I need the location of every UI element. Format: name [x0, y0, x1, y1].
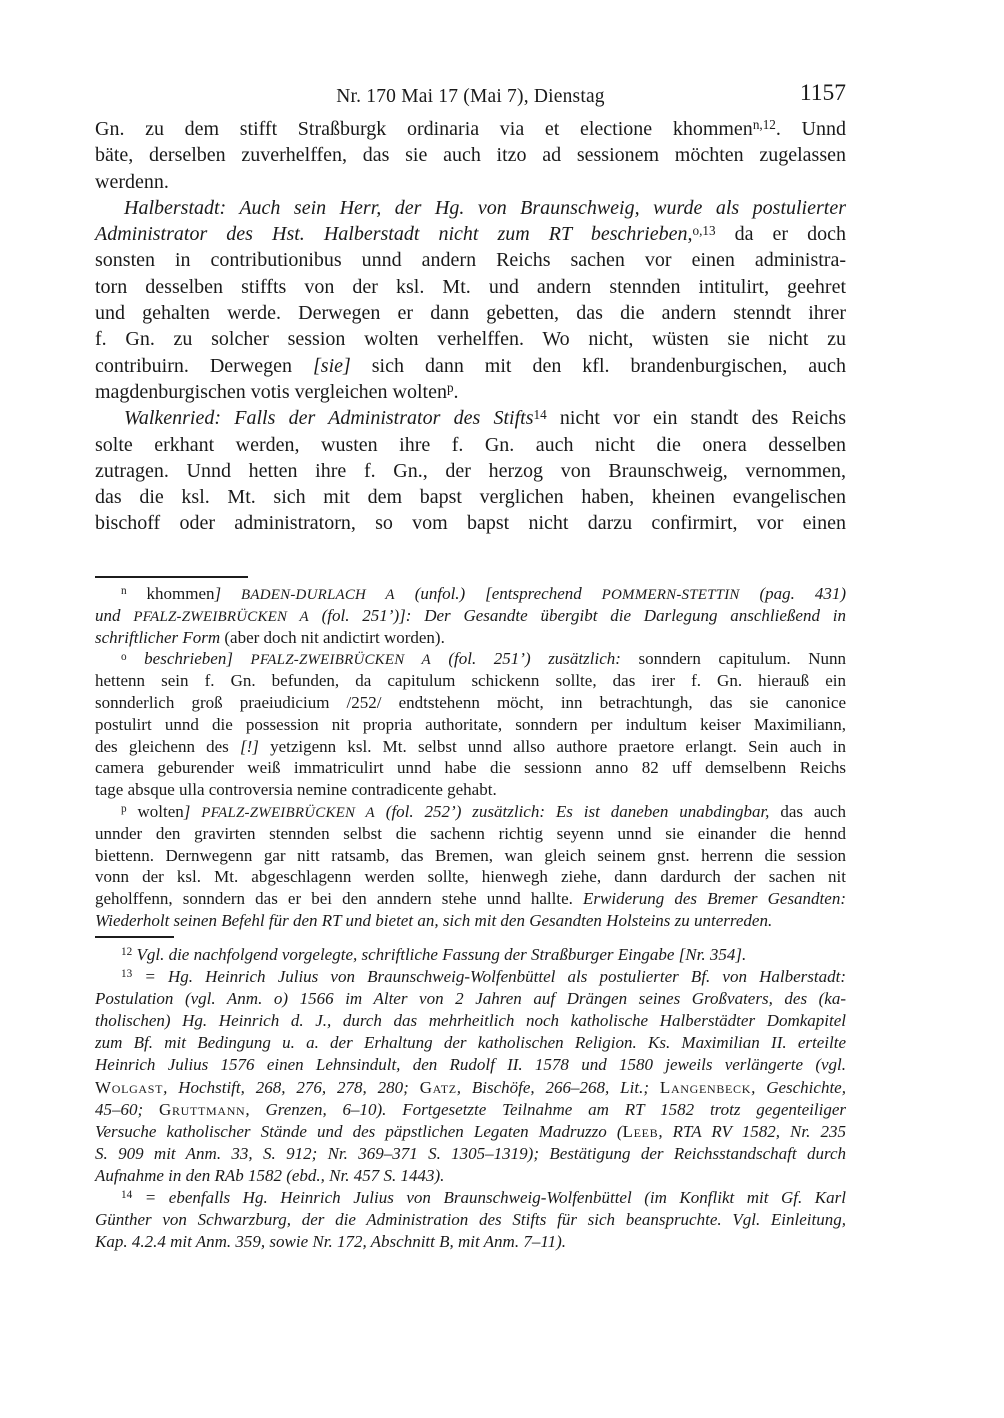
text-segment: und gehalten werde. Derwegen er dann gebetten, das die andern stenndt ihrer: [95, 302, 846, 325]
text-segment: geholffenn, sonndern das er bei den anndern stehe unnd hallte.: [95, 889, 584, 909]
text-segment: = Hg. Heinrich Julius von Braunschweig-Wolfenbüttel als postulierter Bf. von Halberstadt:: [132, 967, 846, 987]
text-segment: 45–60;: [95, 1099, 159, 1119]
numbered-footnotes: [95, 944, 846, 1253]
line-content: [95, 1121, 846, 1143]
text-segment: . Unnd: [775, 118, 846, 140]
footnote-marker: n,12: [752, 117, 776, 133]
text-line: [95, 736, 846, 758]
text-segment: , Bischöfe, 266–268, Lit.;: [456, 1077, 660, 1097]
text-line: [95, 988, 846, 1010]
line-content: [95, 757, 846, 779]
text-segment: zum Bf. mit Bedingung u. a. der Erhaltung der katholischen Religion. Ks. Maximilian II. erteilte: [95, 1033, 846, 1053]
text-segment: nicht vor ein standt des Reichs: [546, 407, 846, 430]
text-segment: und: [95, 605, 134, 625]
line-content: [95, 888, 846, 910]
text-segment: Gatz: [419, 1077, 457, 1097]
paragraph: [95, 944, 846, 966]
line-content: [121, 966, 846, 990]
line-content: [95, 169, 169, 195]
text-segment: contribuirn. Derwegen: [95, 354, 313, 377]
text-segment: beschrieben]: [126, 649, 251, 669]
text-segment: solte erkhant werden, wusten ihre f. Gn. auch nicht die onera desselben: [95, 433, 846, 456]
text-segment: PFALZ-ZWEIBRÜCKEN A: [250, 652, 431, 669]
text-segment: Gn. zu dem stifft Straßburgk ordinaria via et electione khommen: [95, 118, 753, 140]
footnote-marker: 14: [121, 1189, 133, 1202]
text-line: [95, 379, 846, 405]
footnote-marker: o: [121, 650, 127, 663]
text-segment: bischoff oder administratorn, so vom bapst nicht darzu confirmirt, vor einen: [95, 512, 846, 535]
text-line: [95, 432, 846, 458]
text-line: [95, 1099, 846, 1121]
text-segment: Halberstadt: Auch sein Herr, der Hg. von Braunschweig, wurde als postulierter: [124, 196, 846, 219]
page-header: [95, 80, 846, 116]
line-content: [95, 736, 846, 758]
line-content: [95, 379, 459, 407]
line-content: [95, 142, 846, 168]
text-segment: , RTA RV 1582, Nr. 235: [658, 1121, 846, 1141]
footnote-marker: n: [121, 585, 127, 598]
text-line: [95, 1231, 846, 1253]
text-line: [95, 714, 846, 736]
footnote-marker: o,13: [692, 222, 716, 238]
text-segment: .: [453, 380, 459, 403]
line-content: [95, 1077, 846, 1099]
text-segment: [!]: [240, 736, 259, 756]
text-segment: (pag. 431): [739, 584, 846, 603]
text-segment: PFALZ-ZWEIBRÜCKEN A: [201, 804, 375, 821]
text-segment: (aber doch nit andictirt worden).: [224, 627, 445, 647]
line-content: [95, 247, 846, 273]
footnote-marker: p: [446, 380, 454, 396]
text-segment: sonnderlich groß praeiudicium /252/ endtstehenn möcht, inn betrachtungh, das sie canonice: [95, 692, 846, 712]
text-segment: Walkenried: Falls der Administrator des Stifts: [124, 407, 534, 430]
text-segment: BADEN-DURLACH A: [241, 587, 395, 603]
text-segment: yetzigenn ksl. Mt. selbst unnd allso authore praetore erlangt. Sein auch in: [258, 736, 847, 756]
line-content: [124, 195, 846, 221]
line-content: [95, 353, 846, 379]
text-segment: biettenn. Dernwegenn gar nitt ratsamb, das Bremen, wan gleich seinem gnst. herrenn die session: [95, 845, 846, 865]
line-content: [95, 1209, 846, 1231]
line-content: [95, 484, 846, 510]
text-line: [95, 670, 846, 692]
text-line: [95, 779, 846, 801]
line-content: [95, 326, 846, 352]
text-line: [95, 1165, 846, 1187]
line-content: [95, 988, 846, 1010]
text-line: [95, 458, 846, 484]
text-line: [95, 1209, 846, 1231]
text-segment: postulirt unnd die possession nit propria authoritate, sonndern per indultum keiser Maximiliann,: [95, 714, 846, 734]
text-line: [95, 757, 846, 779]
text-segment: Vgl. die nachfolgend vorgelegte, schriftliche Fassung der Straßburger Eingabe [Nr. 354].: [132, 945, 747, 964]
footnote-marker: p: [121, 803, 127, 816]
text-segment: wolten: [126, 801, 184, 821]
text-segment: sonsten in contributionibus unnd andern Reichs sachen vor einen administra-: [95, 249, 846, 272]
text-segment: des gleichenn des: [95, 736, 240, 756]
text-line: [95, 169, 846, 195]
text-segment: bäte, derselben zuverhelffen, das sie auch itzo ad sessionem möchten zugelassen: [95, 144, 846, 167]
line-content: [121, 944, 746, 968]
text-segment: (fol. 251’)]: Der Gesandte übergibt die Darlegung anschließend in: [308, 605, 846, 625]
text-segment: camera geburender weiß immatriculirt unnd habe die sessionn anno 82 uff demselbenn Reichs: [95, 758, 846, 778]
text-segment: zutragen. Unnd hetten ihre f. Gn., der herzog von Braunschweig, vernommen,: [95, 459, 846, 482]
text-segment: (fol. 252’) zusätzlich: Es ist daneben unabdingbar,: [374, 801, 770, 821]
apparatus-separator-rule: [95, 576, 248, 578]
text-segment: , Hochstift, 268, 276, 278, 280;: [163, 1077, 420, 1097]
line-content: [95, 510, 846, 536]
text-segment: Günther von Schwarzburg, der die Administration des Stifts für sich beanspruchte. Vgl. Einleitung,: [95, 1210, 846, 1230]
text-segment: magdenburgischen votis vergleichen wolten: [95, 380, 447, 403]
text-segment: Administrator des Hst. Halberstadt nicht zum RT beschrieben,: [95, 223, 693, 246]
text-line: [95, 300, 846, 326]
text-line: [95, 142, 846, 168]
text-segment: Gruttmann: [159, 1099, 246, 1119]
text-line: [95, 627, 846, 649]
line-content: [95, 1165, 444, 1187]
text-line: [95, 944, 846, 966]
paragraph: [95, 195, 846, 405]
text-segment: tage absque ulla controversia nemine contradicente gehabt.: [95, 780, 497, 800]
text-line: [95, 510, 846, 536]
page-number: 1157: [799, 80, 846, 106]
text-segment: Versuche katholischer Stände und des päpstlichen Legaten Madruzzo (: [95, 1121, 623, 1141]
footnote-marker: 13: [121, 968, 133, 981]
text-segment: sonndern capitulum. Nunn: [620, 649, 846, 669]
line-content: [95, 1143, 846, 1165]
paragraph: [95, 966, 846, 1187]
line-content: [95, 845, 846, 867]
text-segment: werdenn.: [95, 170, 169, 193]
main-text: [95, 116, 846, 537]
text-segment: sich dann mit den kfl. brandenburgischen, auch: [350, 354, 847, 377]
paragraph: [95, 405, 846, 536]
line-content: [95, 458, 846, 484]
footnote-marker: 12: [121, 946, 133, 959]
text-line: [95, 1054, 846, 1076]
line-content: [95, 692, 846, 714]
text-line: [95, 116, 846, 142]
text-segment: das auch: [769, 801, 846, 821]
text-line: [95, 405, 846, 431]
text-segment: unnder den gravirten stennden selbst die sachenn richtig seyenn unnd sie einander die hennd: [95, 823, 846, 843]
text-segment: S. 909 mit Anm. 33, S. 912; Nr. 369–371 S. 1305–1319); Bestätigung der Reichsstandschaft durch: [95, 1143, 846, 1163]
line-content: [95, 866, 846, 888]
text-segment: torn desselben stiffts von der ksl. Mt. und andern stennden intitulirt, geehret: [95, 275, 846, 298]
text-segment: ]: [214, 584, 242, 603]
text-line: [95, 484, 846, 510]
paragraph: [95, 1187, 846, 1253]
text-segment: khommen: [126, 584, 215, 603]
text-segment: POMMERN-STETTIN: [601, 587, 740, 603]
line-content: [95, 1032, 846, 1054]
text-segment: vonn der ksl. Mt. abgeschlagenn werden sollte, hienwegh ziehe, dann dardurch der sachen nit: [95, 867, 846, 887]
text-line: [95, 247, 846, 273]
line-content: [95, 714, 846, 736]
line-content: [124, 405, 846, 433]
text-line: [95, 966, 846, 988]
paragraph: [95, 801, 846, 932]
text-segment: Kap. 4.2.4 mit Anm. 359, sowie Nr. 172, Abschnitt B, mit Anm. 7–11).: [95, 1232, 566, 1252]
text-segment: Langenbeck: [659, 1077, 752, 1097]
text-segment: da er doch: [715, 223, 847, 246]
text-segment: tholischen) Hg. Heinrich d. J., durch das mehrheitlich noch katholische Halberstädter Domkapitel: [95, 1011, 846, 1031]
text-line: [95, 195, 846, 221]
text-line: [95, 888, 846, 910]
text-line: [95, 221, 846, 247]
text-line: [95, 274, 846, 300]
line-content: [95, 605, 846, 629]
text-segment: Aufnahme in den RAb 1582 (ebd., Nr. 457 S. 1443).: [95, 1165, 445, 1185]
text-segment: Leeb: [622, 1121, 659, 1141]
text-line: [95, 692, 846, 714]
line-content: [95, 910, 772, 932]
text-line: [95, 605, 846, 627]
text-segment: , Geschichte,: [751, 1077, 846, 1097]
text-segment: PFALZ-ZWEIBRÜCKEN A: [133, 608, 309, 625]
text-line: [95, 910, 846, 932]
line-content: [95, 1054, 846, 1076]
text-line: [95, 1010, 846, 1032]
text-segment: [sie]: [313, 354, 351, 377]
text-line: [95, 648, 846, 670]
text-segment: ]: [183, 801, 202, 821]
text-segment: = ebenfalls Hg. Heinrich Julius von Braunschweig-Wolfenbüttel (im Konflikt mit Gf. Karl: [132, 1188, 846, 1208]
text-segment: das die ksl. Mt. sich mit dem bapst verglichen haben, kheinen evangelischen: [95, 486, 846, 509]
paragraph: [95, 648, 846, 801]
text-segment: Erwiderung des Bremer Gesandten:: [583, 889, 846, 909]
line-content: [95, 627, 445, 649]
text-segment: Wiederholt seinen Befehl für den RT und bietet an, sich mit den Gesandten Holsteins zu unterreden.: [95, 910, 773, 930]
line-content: [95, 823, 846, 845]
text-segment: Heinrich Julius 1576 einen Lehnsindult, den Rudolf II. 1578 und 1580 jeweils verlängerte (vgl.: [95, 1055, 846, 1075]
line-content: [95, 221, 846, 249]
line-content: [95, 1010, 846, 1032]
text-line: [95, 353, 846, 379]
line-content: [95, 1099, 846, 1121]
text-segment: f. Gn. zu solcher session wolten verhelffen. Wo nicht, wüsten sie nicht zu: [95, 328, 846, 351]
text-line: [95, 583, 846, 605]
text-segment: Wolgast: [95, 1077, 164, 1097]
text-line: [95, 1143, 846, 1165]
line-content: [95, 300, 846, 326]
text-segment: , Grenzen, 6–10). Fortgesetzte Teilnahme am RT 1582 trotz gegenteiliger: [245, 1099, 847, 1119]
line-content: [95, 274, 846, 300]
text-line: [95, 1121, 846, 1143]
line-content: [95, 670, 846, 692]
text-line: [95, 1032, 846, 1054]
text-line: [95, 823, 846, 845]
footnote-separator-rule: [95, 936, 174, 938]
line-content: [95, 432, 846, 458]
text-line: [95, 326, 846, 352]
text-segment: schriftlicher Form: [95, 627, 225, 647]
footnote-marker: 14: [533, 406, 547, 422]
line-content: [95, 116, 846, 144]
text-line: [95, 801, 846, 823]
running-title: Nr. 170 Mai 17 (Mai 7), Dienstag: [336, 86, 605, 107]
text-segment: (unfol.) [entsprechend: [394, 584, 602, 603]
text-segment: (fol. 251’) zusätzlich:: [430, 649, 621, 669]
text-line: [95, 1187, 846, 1209]
line-content: [95, 1231, 566, 1253]
text-line: [95, 866, 846, 888]
paragraph: [95, 116, 846, 195]
text-line: [95, 845, 846, 867]
text-segment: hettenn sein f. Gn. befunden, da capitulum schickenn sollte, das irer f. Gn. hierauß ein: [95, 671, 846, 691]
text-line: [95, 1077, 846, 1099]
critical-apparatus: [95, 583, 846, 932]
line-content: [121, 1187, 846, 1211]
text-segment: Postulation (vgl. Anm. o) 1566 im Alter von 2 Jahren auf Drängen seines Großvaters, des (ka-: [95, 989, 846, 1009]
line-content: [95, 779, 497, 801]
paragraph: [95, 583, 846, 648]
